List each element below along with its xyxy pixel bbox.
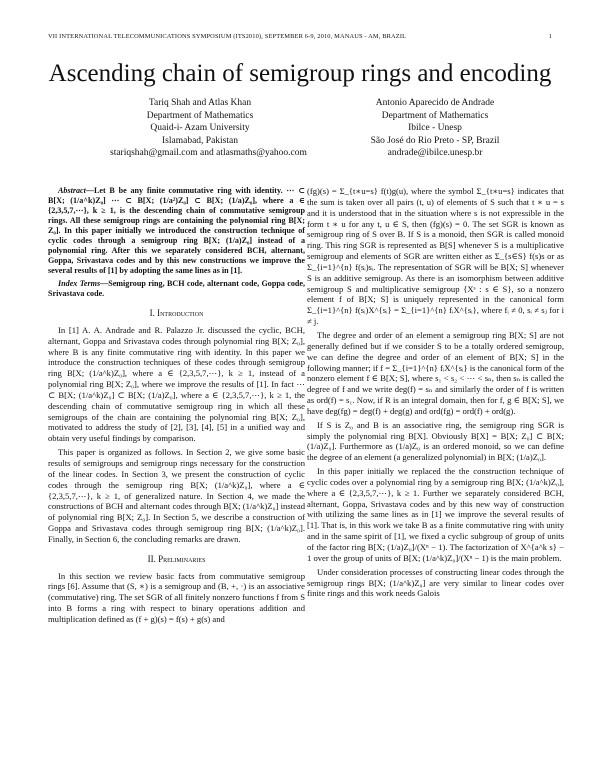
body-paragraph-3: If S is Z₀ and B is an associative ring, the semigroup ring SGR is simply the polynomial ring B[X]. Obviously B[X] = B[X; Z₀] ⊂ B[X; (1/a)Z₀]. Furthermore as (1/a)Z₀ is an ordered monoid, so we can define the degree of an element (a generalized polynomial) in B[X; (1/a)Z₀].	[307, 419, 564, 463]
index-terms	[48, 279, 305, 299]
author-names: Tariq Shah and Atlas Khan	[148, 98, 252, 108]
index-terms-label: Index Terms	[58, 279, 101, 288]
author-city: São José do Rio Preto - SP, Brazil	[370, 135, 500, 146]
author-dept: Department of Mathematics	[381, 110, 489, 121]
author-dept: Department of Mathematics	[146, 110, 254, 121]
author-names: Antonio Aparecido de Andrade	[375, 98, 495, 108]
author-email: stariqshah@gmail.com and atlasmaths@yahoo.com	[110, 148, 307, 158]
abstract-text: —Let B be any finite commutative ring with identity. ⋯ ⊂ B[X; (1/a^k)Z₀] ⋯ ⊂ B[X; (1/a²)Z₀] ⊂ B[X; (1/a)Z₀], where a ∈ {2,3,5,7,⋯}, k ≥ 1, is the descending chain of commutative semigroup rings. All these semigroup rings are containing the polynomial ring B[X; Z₀]. In this paper initially we introduced the construction technique of cyclic codes through a semigroup ring B[X; (1/a)Z₀] instead of a polynomial ring. After this we separately considered BCH, alternant, Goppa, Srivastava codes and by this new constructions we improve the several results of [1] by adopting the same lines as in [1].	[48, 186, 305, 275]
paper-title: Ascending chain of semigroup rings and encoding	[48, 60, 552, 87]
author-block-1	[110, 97, 307, 160]
section-heading-introduction: I. Introduction	[149, 308, 204, 318]
author-city: Islamabad, Pakistan	[162, 135, 238, 146]
page-number: 1	[548, 33, 552, 40]
author-email: andrade@ibilce.unesp.br	[387, 148, 483, 158]
intro-paragraph-2: This paper is organized as follows. In Section 2, we give some basic results of semigroups and semigroup rings necessary for the construction of the linear codes. In Section 3, we present the construction of cyclic codes through the semigroup ring B[X; (1/a^k)Z₀], where a ∈ {2,3,5,7,⋯}, k ≥ 1, of generalized nature. In Section 4, we made the constructions of BCH and alternant codes through B[X; (1/a^k)Z₀] instead of polynomial ring B[X; Z₀]. In Section 5, we describe a construction of Goppa and Srivastava codes through semigroup ring B[X; (1/a^k)Z₀]. Finally, in Section 6, the concluding remarks are drawn.	[48, 447, 305, 544]
section-heading-preliminaries: II. Preliminaries	[147, 553, 206, 564]
intro-paragraph-1: In [1] A. A. Andrade and R. Palazzo Jr. discussed the cyclic, BCH, alternant, Goppa and Srivastava codes through polynomial ring B[X; Z₀], where B is any finite commutative ring with identity. In this paper we introduce the construction techniques of these codes through semigroup ring B[X; (1/a^k)Z₀], where a ∈ {2,3,5,7,⋯}, k ≥ 1, instead of a polynomial ring B[X; Z₀], where we improve the results of [1]. In fact ⋯ ⊂ B[X; (1/a^k)Z₀] ⊂ B[X; (1/a)Z₀], where a ∈ {2,3,5,7,⋯}, k ≥ 1, the descending chain of commutative semigroup ring in which all these semigroups of the chain are containing the polynomial ring B[X; Z₀], motivated to address the study of [2], [3], [4], [5] in a unified way and obtain very useful findings by comparison.	[48, 324, 305, 444]
body-paragraph-4: In this paper initially we replaced the the construction technique of cyclic codes over a polynomial ring by a semigroup ring B[X; (1/a^k)Z₀], where a ∈ {2,3,5,7,⋯}, k ≥ 1. Further we separately considered BCH, alternant, Goppa, Srivastava codes and by this new way of construction with utilizing the same lines as in [1] we improve the several results of [1]. That is, in this work we take B as a finite commutative ring with unity and in the same spirit of [1], we fixed a cyclic subgroup of group of units of the factor ring B[X; (1/a)Z₀]/(Xⁿ − 1). The factorization of X^{a^k s} − 1 over the group of units of B[X; (1/a^k)Z₀]/(Xⁿ − 1) is the main problem.	[307, 466, 564, 563]
left-column	[48, 186, 305, 628]
prelim-paragraph-1: In this section we review basic facts from commutative semigroup rings [6]. Assume that (S, ∗) is a semigroup and (B, +, ·) is an associative (commutative) ring. The set SGR of all finitely nonzero functions f from S into B forms a ring with respect to binary operations addition and multiplication defined as (f + g)(s) = f(s) + g(s) and	[48, 570, 305, 624]
abstract	[48, 186, 305, 276]
author-univ: Quaid-i- Azam University	[150, 123, 250, 133]
index-terms-text: —Semigroup ring, BCH code, alternant code, Goppa code, Srivastava code.	[48, 279, 306, 298]
author-block-2	[330, 97, 540, 160]
author-univ: Ibilce - Unesp	[408, 123, 462, 133]
running-head	[48, 33, 552, 40]
abstract-label: Abstract	[58, 186, 86, 195]
body-paragraph-2: The degree and order of an element a semigroup ring B[X; S] are not generally defined but if we consider S to be a totally ordered semigroup, we can define the degree and order of an element of B[X; S] in the following manner; if f = Σ_{i=1}^{n} fᵢX^{sᵢ} is the canonical form of the nonzero element f ∈ B[X; S], where s₁ < s₂ < ⋯ < sₙ, then sₙ is called the degree of f and we write deg(f) = sₙ and similarly the order of f is written as ord(f) = s₁. Now, if R is an integral domain, then for f, g ∈ B[X; S], we have deg(fg) = deg(f) + deg(g) and ord(fg) = ord(f) + ord(g).	[307, 329, 564, 416]
running-head-text: VII INTERNATIONAL TELECOMMUNICATIONS SYMPOSIUM (ITS2010), SEPTEMBER 6-9, 2010, MANAUS - AM, BRAZIL	[48, 33, 407, 40]
right-column	[307, 186, 564, 602]
body-paragraph-1: (fg)(s) = Σ_{t∗u=s} f(t)g(u), where the symbol Σ_{t∗u=s} indicates that the sum is taken over all pairs (t, u) of elements of S such that t ∗ u = s and it is understood that in the situation where s is not expressible in the form t ∗ u for any t, u ∈ S, then (fg)(s) = 0. The set SGR is known as semigroup ring of S over B. If S is a monoid, then SGR is called monoid ring. This ring SGR is represented as B[S] whenever S is a multiplicative semigroup and elements of SGR are written either as Σ_{s∈S} f(s)s or as Σ_{i=1}^{n} f(sᵢ)sᵢ. The representation of SGR will be B[X; S] whenever S is an additive semigroup. As there is an isomorphism between additive semigroup S and multiplicative semigroup {Xˢ : s ∈ S}, so a nonzero element f of B[X; S] is uniquely represented in the canonical form Σ_{i=1}^{n} f(sᵢ)X^{sᵢ} = Σ_{i=1}^{n} fᵢX^{sᵢ}, where fᵢ ≠ 0, sᵢ ≠ sⱼ for i ≠ j.	[307, 186, 564, 327]
body-paragraph-5: Under consideration processes of constructing linear codes through the semigroup rings B[X; (1/a^k)Z₀] are very similar to linear codes over finite rings and this work needs Galois	[307, 566, 564, 599]
